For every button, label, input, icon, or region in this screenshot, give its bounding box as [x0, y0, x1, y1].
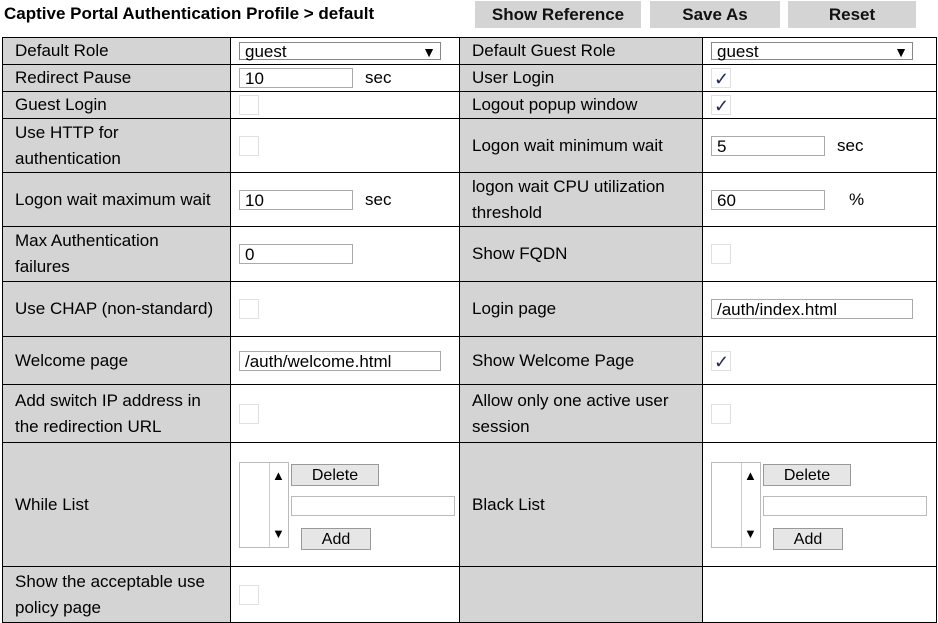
add-switch-ip-label: Add switch IP address in the redirection URL: [3, 385, 231, 443]
welcome-page-label: Welcome page: [3, 337, 231, 385]
black-list-input[interactable]: [763, 496, 927, 516]
show-aup-label: Show the acceptable use policy page: [3, 567, 231, 623]
black-list-widget: [711, 458, 932, 552]
checkmark-icon: ✓: [714, 351, 730, 372]
logon-wait-min-label: Logon wait minimum wait: [460, 119, 703, 173]
use-http-checkbox[interactable]: [239, 136, 259, 156]
scroll-down-icon[interactable]: ▼: [272, 525, 285, 541]
white-list-label: While List: [3, 443, 231, 567]
default-guest-role-value: guest: [717, 42, 759, 61]
redirect-pause-input[interactable]: 10: [239, 68, 353, 88]
guest-login-label: Guest Login: [3, 92, 231, 119]
user-login-checkbox[interactable]: [711, 68, 731, 88]
default-role-label: Default Role: [3, 38, 231, 65]
guest-login-checkbox[interactable]: [239, 95, 259, 115]
black-list-label: Black List: [460, 443, 703, 567]
checkmark-icon: ✓: [714, 96, 730, 116]
logon-wait-min-unit: sec: [837, 135, 864, 155]
default-role-value: guest: [245, 42, 287, 61]
one-active-session-label: Allow only one active user session: [460, 385, 703, 443]
white-list-widget: [239, 458, 455, 552]
black-list-delete-button[interactable]: Delete: [763, 464, 851, 486]
reset-button[interactable]: Reset: [788, 1, 916, 28]
show-fqdn-label: Show FQDN: [460, 227, 703, 282]
add-switch-ip-checkbox[interactable]: [239, 404, 259, 424]
use-http-label: Use HTTP for authentication: [3, 119, 231, 173]
logon-wait-max-label: Logon wait maximum wait: [3, 173, 231, 227]
use-chap-label: Use CHAP (non-standard): [3, 282, 231, 337]
max-auth-failures-label: Max Authentication failures: [3, 227, 231, 282]
default-guest-role-select[interactable]: [711, 42, 913, 60]
show-aup-checkbox[interactable]: [239, 585, 259, 605]
logon-wait-max-input[interactable]: 10: [239, 190, 353, 210]
logon-wait-cpu-input[interactable]: 60: [711, 190, 825, 210]
redirect-pause-unit: sec: [365, 68, 392, 87]
show-welcome-page-label: Show Welcome Page: [460, 337, 703, 385]
save-as-button[interactable]: Save As: [650, 1, 780, 28]
scroll-down-icon[interactable]: ▼: [744, 525, 757, 541]
dropdown-arrow-icon: ▼: [422, 44, 436, 60]
logon-wait-cpu-unit: %: [849, 189, 865, 209]
header: [0, 0, 938, 32]
page-title: Captive Portal Authentication Profile > default: [4, 4, 375, 23]
scroll-up-icon[interactable]: ▲: [272, 467, 285, 483]
logon-wait-cpu-label: logon wait CPU utilization threshold: [460, 173, 703, 227]
profile-table: [2, 37, 937, 623]
white-list-delete-button[interactable]: Delete: [291, 464, 379, 486]
max-auth-failures-input[interactable]: 0: [239, 244, 353, 264]
show-reference-button[interactable]: Show Reference: [475, 1, 641, 28]
black-list-add-button[interactable]: Add: [773, 528, 843, 550]
user-login-label: User Login: [460, 65, 703, 92]
white-list-box[interactable]: [239, 462, 289, 548]
default-role-select[interactable]: [239, 42, 441, 60]
empty-label-cell: [460, 567, 703, 623]
white-list-input[interactable]: [291, 496, 455, 516]
logout-popup-label: Logout popup window: [460, 92, 703, 119]
scroll-up-icon[interactable]: ▲: [744, 467, 757, 483]
logon-wait-min-input[interactable]: 5: [711, 136, 825, 156]
dropdown-arrow-icon: ▼: [894, 44, 908, 60]
default-guest-role-label: Default Guest Role: [460, 38, 703, 65]
logon-wait-max-unit: sec: [365, 189, 392, 209]
show-fqdn-checkbox[interactable]: [711, 244, 731, 264]
white-list-add-button[interactable]: Add: [301, 528, 371, 550]
welcome-page-input[interactable]: /auth/welcome.html: [239, 351, 441, 371]
logout-popup-checkbox[interactable]: [711, 95, 731, 115]
show-welcome-page-checkbox[interactable]: [711, 351, 731, 371]
checkmark-icon: ✓: [714, 69, 730, 89]
redirect-pause-label: Redirect Pause: [3, 65, 231, 92]
use-chap-checkbox[interactable]: [239, 299, 259, 319]
empty-value-cell: [703, 567, 937, 623]
one-active-session-checkbox[interactable]: [711, 404, 731, 424]
login-page-input[interactable]: /auth/index.html: [711, 299, 913, 319]
login-page-label: Login page: [460, 282, 703, 337]
black-list-box[interactable]: [711, 462, 761, 548]
